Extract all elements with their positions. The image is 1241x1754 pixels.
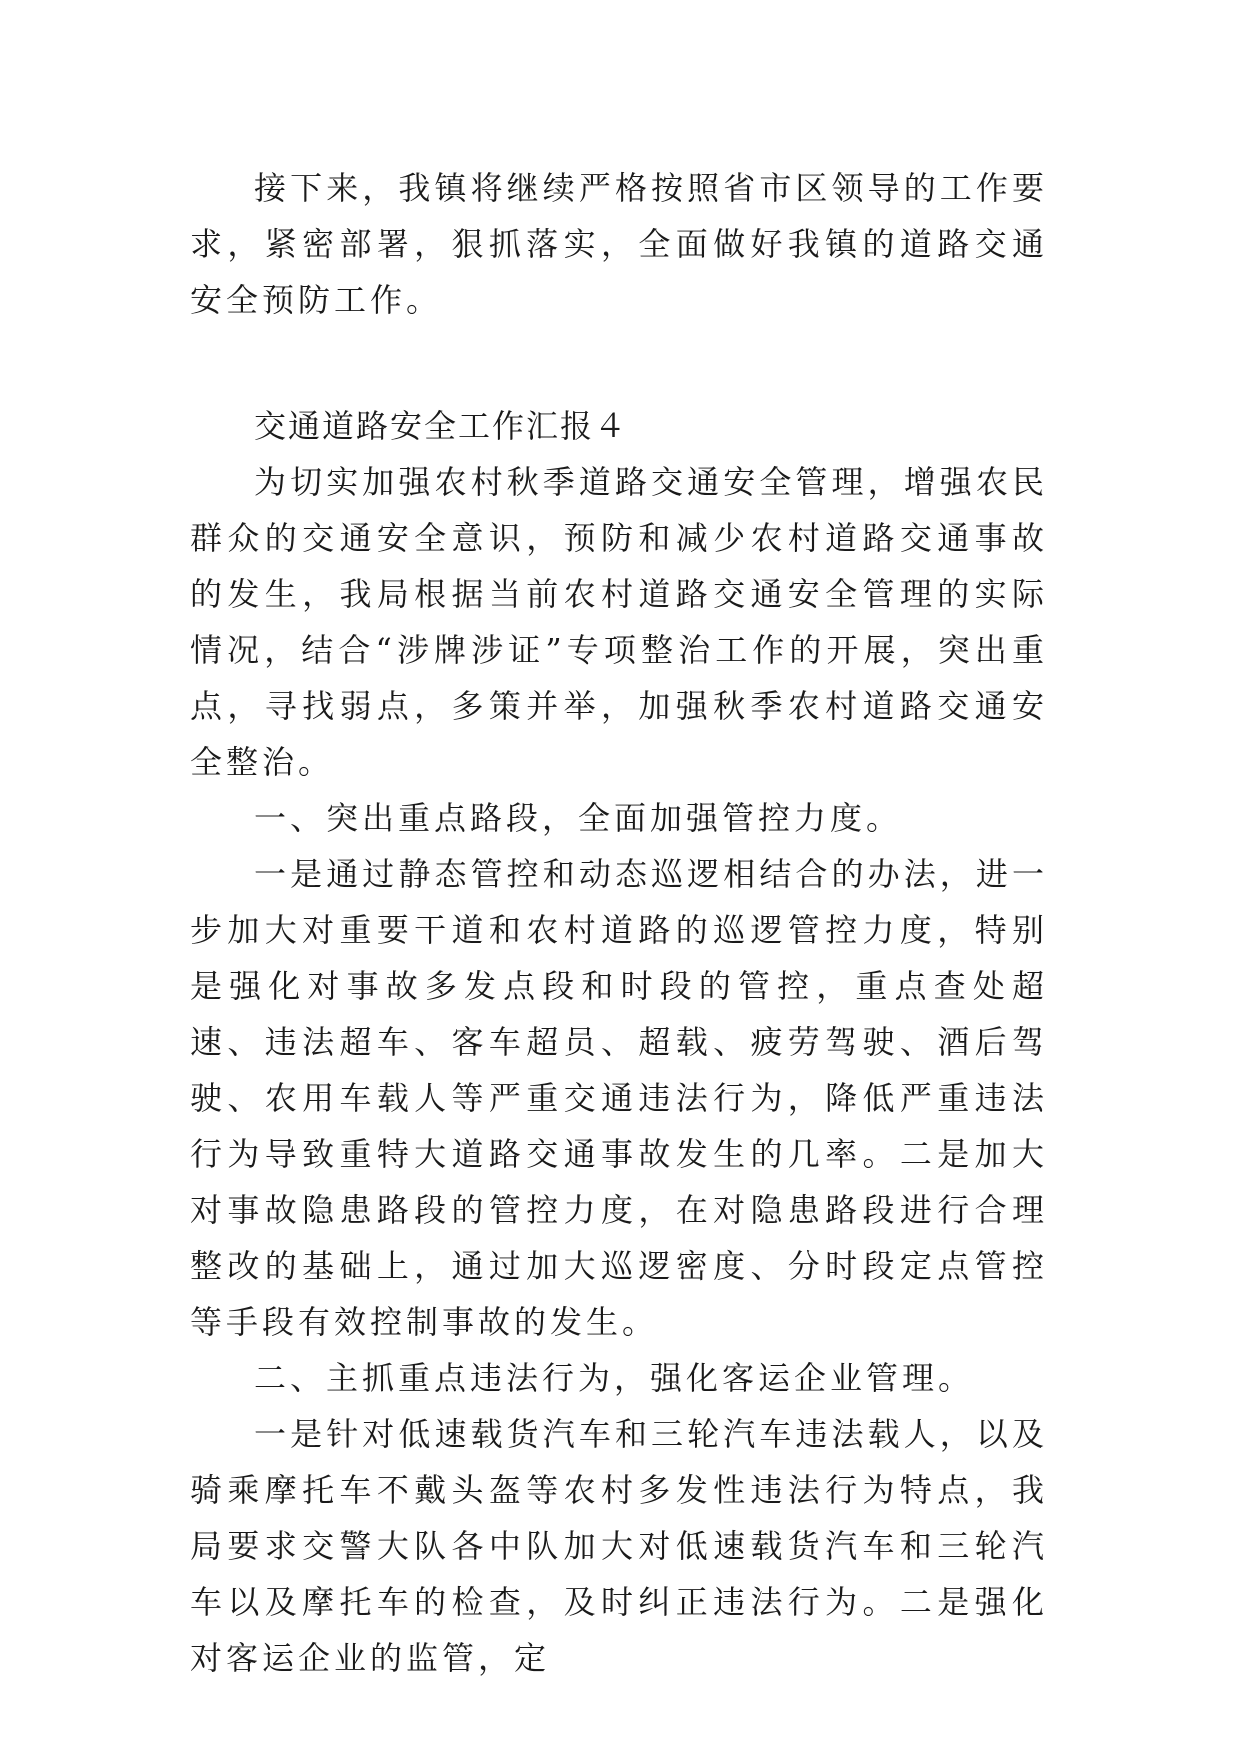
document-body xyxy=(190,160,1048,1686)
section-title: 交通道路安全工作汇报４ xyxy=(254,407,629,445)
section-gap xyxy=(190,328,1048,398)
paragraph-two: 一是针对低速载货汽车和三轮汽车违法载人，以及骑乘摩托车不戴头盔等农村多发性违法行为特点，我局要求交警大队各中队加大对低速载货汽车和三轮汽车以及摩托车的检查，及时纠正违法行为。二是强化对客运企业的监管，定 xyxy=(190,1415,1048,1677)
paragraph-intro: 为切实加强农村秋季道路交通安全管理，增强农民群众的交通安全意识，预防和减少农村道路交通事故的发生，我局根据当前农村道路交通安全管理的实际情况，结合“涉牌涉证”专项整治工作的开展，突出重点，寻找弱点，多策并举，加强秋季农村道路交通安全整治。 xyxy=(190,463,1048,781)
subheading-two: 二、主抓重点违法行为，强化客运企业管理。 xyxy=(254,1359,975,1397)
paragraph-one: 一是通过静态管控和动态巡逻相结合的办法，进一步加大对重要干道和农村道路的巡逻管控力度，特别是强化对事故多发点段和时段的管控，重点查处超速、违法超车、客车超员、超载、疲劳驾驶、酒后驾驶、农用车载人等严重交通违法行为，降低严重违法行为导致重特大道路交通事故发生的几率。二是加大对事故隐患路段的管控力度，在对隐患路段进行合理整改的基础上，通过加大巡逻密度、分时段定点管控等手段有效控制事故的发生。 xyxy=(190,855,1048,1341)
paragraph-closing-previous: 接下来，我镇将继续严格按照省市区领导的工作要求，紧密部署，狠抓落实，全面做好我镇的道路交通安全预防工作。 xyxy=(190,169,1048,319)
subheading-one: 一、突出重点路段，全面加强管控力度。 xyxy=(254,799,903,837)
